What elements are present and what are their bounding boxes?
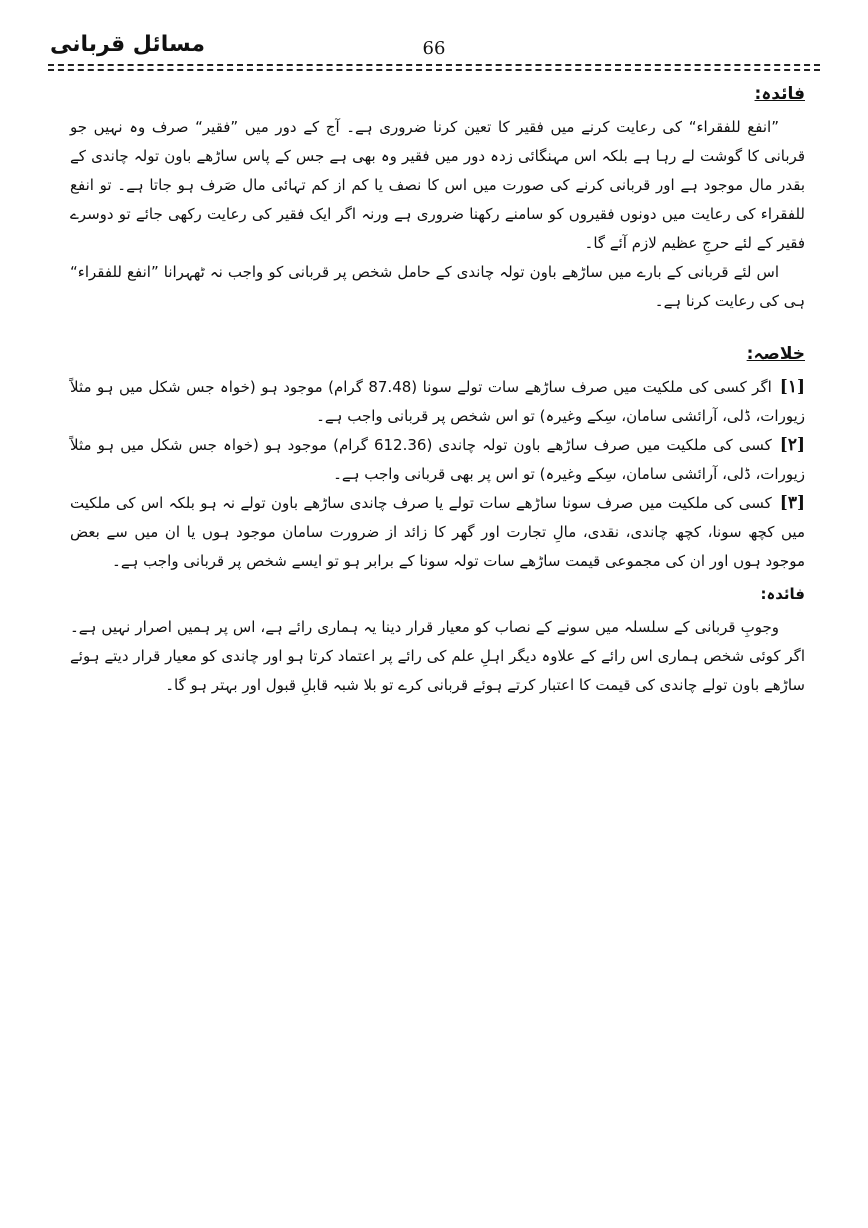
paragraph: ”انفع للفقراء“ کی رعایت کرنے میں فقیر کا تعین کرنا ضروری ہے۔ آج کے دور میں ”فقیر“ صرف وہ نہیں جو قربانی کا گوشت لے رہا ہے بلکہ اس مہنگائی زدہ دور میں فقیر وہ بھی ہے جس کے پاس ساڑھے باون تولہ چاندی کے بقدر مال موجود ہے اور قربانی کرنے کی صورت میں اس کا نصف یا کم از کم تہائی مال صَرف ہو جاتا ہے۔ تو انفع للفقراء کی رعایت میں دونوں فقیروں کو سامنے رکھنا ضروری ہے ورنہ اگر ایک فقیر کی رعایت رکھی جائے تو دوسرے فقیر کے لئے حرجِ عظیم لازم آئے گا۔ — [70, 118, 805, 252]
item-text: کسی کی ملکیت میں صرف ساڑھے باون تولہ چاندی (612.36 گرام) موجود ہو (خواہ جس شکل میں ہو مثلاً زیورات، ڈلی، آرائشی سامان، سِکے وغیرہ) تو اس پر بھی قربانی واجب ہے۔ — [70, 436, 805, 483]
list-item — [70, 489, 805, 576]
section-heading-faida-2: فائدہ: — [760, 585, 805, 603]
item-number: [۳] — [779, 493, 805, 513]
book-title: مسائل قربانی — [50, 32, 205, 57]
page-header — [48, 28, 820, 64]
paragraph: اس لئے قربانی کے بارے میں ساڑھے باون تولہ چاندی کے حامل شخص پر قربانی کو واجب نہ ٹھہرانا ”انفع للفقراء“ ہی کی رعایت کرنا ہے۔ — [70, 263, 805, 310]
item-text: کسی کی ملکیت میں صرف سونا ساڑھے سات تولے یا صرف چاندی ساڑھے باون تولے نہ ہو بلکہ اس کی ملکیت میں کچھ سونا، کچھ چاندی، نقدی، مالِ تجارت اور گھر کا زائد از ضرورت سامان موجود ہوں یا ان میں سے بعض موجود ہوں اور ان کی مجموعی قیمت ساڑھے سات تولہ سونا کے برابر ہو تو ایسے شخص پر قربانی واجب ہے۔ — [70, 494, 805, 570]
page-body — [70, 76, 805, 700]
paragraph: وجوبِ قربانی کے سلسلہ میں سونے کے نصاب کو معیار قرار دینا یہ ہماری رائے ہے، اس پر ہمیں اصرار نہیں ہے۔ اگر کوئی شخص ہماری اس رائے کے علاوہ دیگر اہلِ علم کی رائے پر اعتماد کرتا ہو اور چاندی کو معیار قرار دیتے ہوئے ساڑھے باون تولے چاندی کی قیمت کا اعتبار کرتے ہوئے قربانی کرے تو بلا شبہ قابلِ قبول اور بہتر ہو گا۔ — [70, 618, 805, 694]
item-text: اگر کسی کی ملکیت میں صرف ساڑھے سات تولے سونا (87.48 گرام) موجود ہو (خواہ جس شکل میں ہو مثلاً زیورات، ڈلی، آرائشی سامان، سِکے وغیرہ) تو اس شخص پر قربانی واجب ہے۔ — [70, 378, 805, 425]
list-item — [70, 373, 805, 431]
section-heading-faida: فائدہ: — [754, 84, 805, 104]
item-number: [۱] — [779, 377, 805, 397]
header-divider — [48, 64, 820, 66]
list-item — [70, 431, 805, 489]
item-number: [۲] — [779, 435, 805, 455]
header-divider-second — [48, 69, 820, 71]
section-heading-khulasa: خلاصہ: — [746, 344, 805, 364]
page-number: 66 — [422, 38, 446, 59]
